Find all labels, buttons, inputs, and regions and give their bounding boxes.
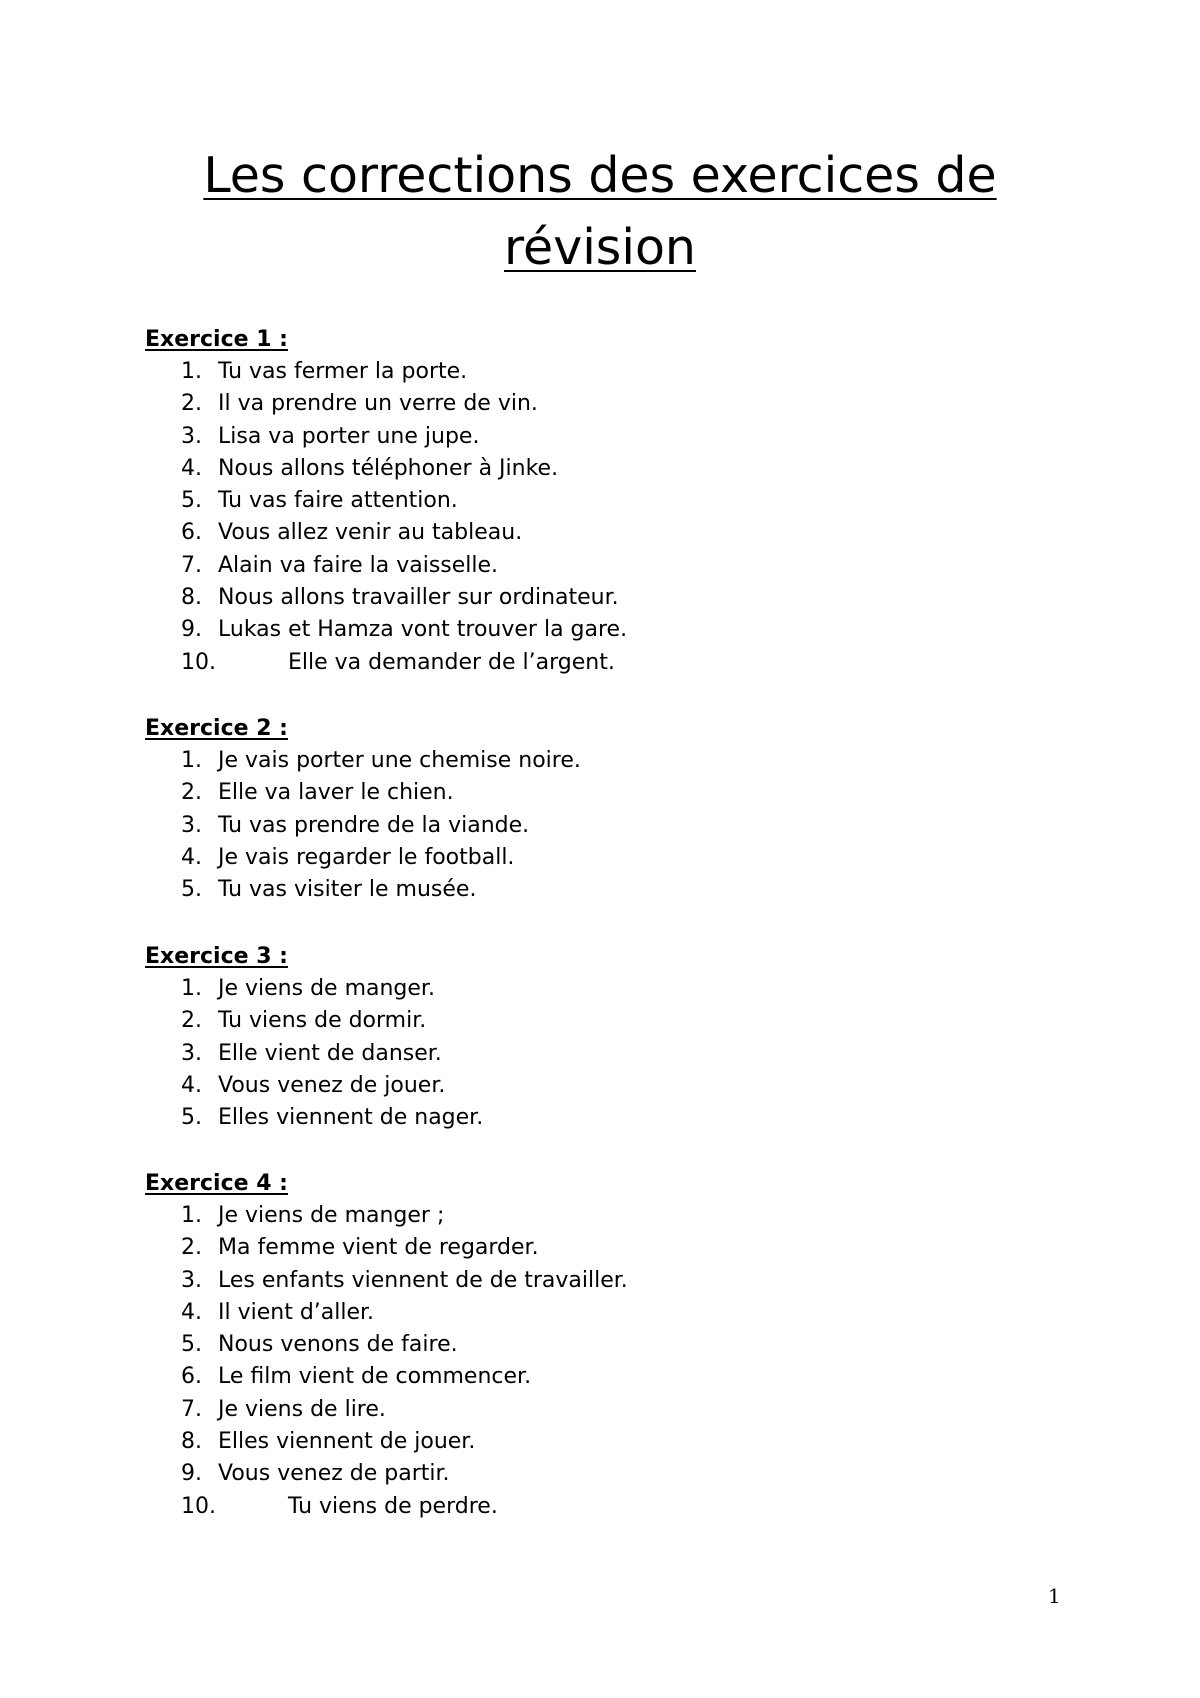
item-text: Tu viens de perdre. [288, 1493, 498, 1519]
page-number: 1 [1048, 1584, 1061, 1608]
item-number: 4. [181, 844, 202, 870]
item-number: 2. [181, 1008, 202, 1034]
item-text: Nous allons téléphoner à Jinke. [218, 455, 559, 481]
answer-item [145, 485, 1045, 517]
answer-item [145, 1329, 1045, 1361]
item-number: 3. [181, 423, 202, 449]
exercise-4-section [145, 1168, 1045, 1523]
item-text: Les enfants viennent de de travailler. [218, 1267, 628, 1293]
item-text: Je vais porter une chemise noire. [218, 748, 581, 773]
answer-item [145, 1200, 1045, 1232]
item-number: 5. [181, 488, 202, 514]
item-number: 7. [181, 1396, 202, 1422]
answer-item [145, 777, 1045, 809]
answer-item [145, 810, 1045, 842]
answer-item [145, 582, 1045, 614]
item-text: Il vient d’aller. [218, 1299, 375, 1325]
item-number: 3. [181, 1040, 202, 1066]
exercise-1-answer-list [145, 356, 1045, 679]
item-number: 8. [181, 1429, 202, 1455]
exercise-3-heading: Exercice 3 : [145, 944, 288, 969]
item-text: Elle va demander de l’argent. [288, 649, 615, 675]
item-text: Lukas et Hamza vont trouver la gare. [218, 617, 628, 643]
item-text: Le film vient de commencer. [218, 1364, 532, 1390]
answer-item [145, 874, 1045, 906]
item-number: 3. [181, 1267, 202, 1293]
item-text: Vous venez de partir. [218, 1461, 450, 1487]
exercise-4-answer-list [145, 1200, 1045, 1523]
answer-item [145, 1102, 1045, 1134]
item-number: 2. [181, 1235, 202, 1261]
item-number: 8. [181, 585, 202, 611]
item-number: 10. [181, 1493, 216, 1519]
item-number: 4. [181, 1072, 202, 1098]
item-number: 4. [181, 1299, 202, 1325]
answer-item [145, 421, 1045, 453]
item-text: Tu vas prendre de la viande. [218, 812, 530, 838]
item-number: 4. [181, 455, 202, 481]
exercise-1-heading: Exercice 1 : [145, 327, 288, 352]
item-text: Elles viennent de jouer. [218, 1429, 476, 1455]
answer-item [145, 1458, 1045, 1490]
exercise-1-section [145, 324, 1045, 679]
item-number: 1. [181, 1203, 202, 1228]
answer-item [145, 614, 1045, 646]
answer-item [145, 1361, 1045, 1393]
item-number: 10. [181, 649, 216, 675]
item-text: Tu vas fermer la porte. [218, 359, 468, 384]
item-number: 6. [181, 1364, 202, 1390]
item-number: 1. [181, 748, 202, 773]
item-number: 3. [181, 812, 202, 838]
exercise-3-answer-list [145, 973, 1045, 1134]
answer-item [145, 1265, 1045, 1297]
item-text: Tu viens de dormir. [218, 1008, 427, 1034]
item-number: 7. [181, 552, 202, 578]
answer-item [145, 647, 1045, 679]
exercise-2-section [145, 713, 1045, 906]
answer-item [145, 550, 1045, 582]
answer-item [145, 842, 1045, 874]
item-number: 5. [181, 1105, 202, 1131]
answer-item [145, 1005, 1045, 1037]
item-text: Vous allez venir au tableau. [218, 520, 523, 546]
item-text: Il va prendre un verre de vin. [218, 391, 538, 417]
item-text: Elle vient de danser. [218, 1040, 442, 1066]
item-text: Elles viennent de nager. [218, 1105, 484, 1131]
item-number: 5. [181, 1332, 202, 1358]
item-number: 1. [181, 976, 202, 1001]
answer-item [145, 1491, 1045, 1523]
item-number: 2. [181, 391, 202, 417]
answer-item [145, 1070, 1045, 1102]
item-text: Alain va faire la vaisselle. [218, 552, 499, 578]
answer-item [145, 1394, 1045, 1426]
answer-item [145, 453, 1045, 485]
item-number: 2. [181, 780, 202, 806]
answer-item [145, 1038, 1045, 1070]
item-text: Nous allons travailler sur ordinateur. [218, 585, 619, 611]
item-text: Nous venons de faire. [218, 1332, 458, 1358]
item-text: Elle va laver le chien. [218, 780, 454, 806]
item-text: Je viens de manger ; [218, 1203, 445, 1228]
item-text: Tu vas visiter le musée. [218, 877, 477, 903]
answer-item [145, 1297, 1045, 1329]
document-title: Les corrections des exercices de révision [203, 147, 997, 276]
item-number: 6. [181, 520, 202, 546]
answer-item [145, 1426, 1045, 1458]
exercise-4-heading: Exercice 4 : [145, 1171, 288, 1196]
item-number: 5. [181, 877, 202, 903]
answer-item [145, 745, 1045, 777]
answer-item [145, 517, 1045, 549]
item-number: 1. [181, 359, 202, 384]
item-text: Je viens de lire. [218, 1396, 386, 1422]
answer-item [145, 388, 1045, 420]
item-text: Ma femme vient de regarder. [218, 1235, 539, 1261]
exercise-2-answer-list [145, 745, 1045, 906]
item-text: Tu vas faire attention. [218, 488, 458, 514]
item-text: Lisa va porter une jupe. [218, 423, 480, 449]
exercise-3-section [145, 941, 1045, 1134]
answer-item [145, 1232, 1045, 1264]
item-number: 9. [181, 1461, 202, 1487]
item-text: Je vais regarder le football. [218, 844, 515, 870]
exercise-2-heading: Exercice 2 : [145, 716, 288, 741]
answer-item [145, 973, 1045, 1005]
item-text: Vous venez de jouer. [218, 1072, 446, 1098]
item-text: Je viens de manger. [218, 976, 435, 1001]
answer-item [145, 356, 1045, 388]
item-number: 9. [181, 617, 202, 643]
